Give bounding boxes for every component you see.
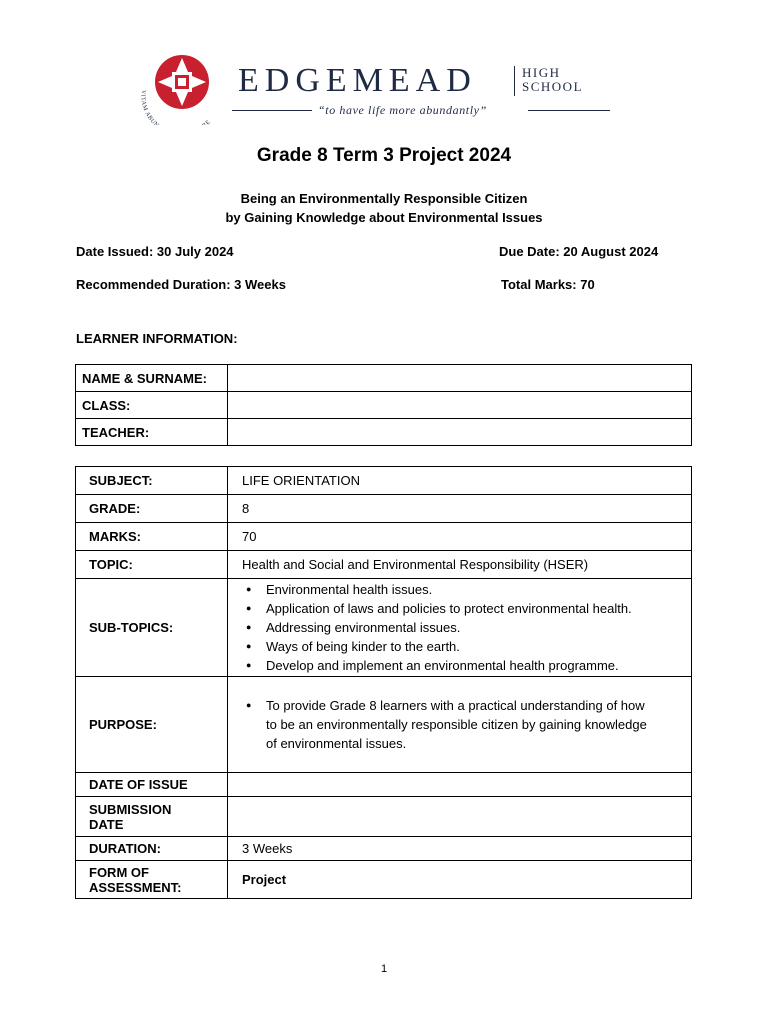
learner-info-heading: LEARNER INFORMATION:: [76, 331, 238, 346]
table-row: [76, 365, 692, 392]
document-title: Grade 8 Term 3 Project 2024: [256, 145, 512, 166]
school-name: EDGEMEAD: [238, 62, 477, 99]
subtopics-label: SUB-TOPICS:: [76, 579, 228, 677]
purpose-item: [266, 696, 691, 753]
learner-info-table: [75, 364, 692, 446]
table-row: [76, 579, 692, 677]
table-row: [76, 523, 692, 551]
list-item: ● Environmental health issues.: [266, 580, 691, 599]
table-row: [76, 797, 692, 837]
motto-rule-right: [528, 110, 610, 111]
name-label: NAME & SURNAME:: [76, 365, 228, 392]
table-row: [76, 773, 692, 797]
due-date: Due Date: 20 August 2024: [499, 244, 659, 259]
purpose-label: PURPOSE:: [76, 677, 228, 773]
date-of-issue-label: DATE OF ISSUE: [76, 773, 228, 797]
duration-label: DURATION:: [76, 837, 228, 861]
form-of-assessment-label: [76, 861, 228, 899]
table-row: [76, 677, 692, 773]
purpose-line: to be an environmentally responsible citizen by gaining knowledge: [266, 717, 647, 732]
subject-value: LIFE ORIENTATION: [228, 467, 692, 495]
page-number: 1: [380, 963, 388, 975]
marks-value: 70: [228, 523, 692, 551]
project-details-table: [75, 466, 692, 899]
list-item: ● Addressing environmental issues.: [266, 618, 691, 637]
purpose-line: ● To provide Grade 8 learners with a practical understanding of how: [266, 698, 645, 713]
teacher-label: TEACHER:: [76, 419, 228, 446]
purpose-line: of environmental issues.: [266, 736, 407, 751]
document-subtitle-line1: Being an Environmentally Responsible Citizen: [240, 191, 528, 206]
table-row: [76, 392, 692, 419]
name-field[interactable]: [228, 365, 692, 392]
list-item: ● Develop and implement an environmental health programme.: [266, 656, 691, 675]
document-subtitle-line2: by Gaining Knowledge about Environmental Issues: [225, 210, 543, 225]
table-row: [76, 467, 692, 495]
submission-date-field[interactable]: [228, 797, 692, 837]
submission-label-line2: DATE: [89, 816, 124, 832]
total-marks: Total Marks: 70: [501, 277, 595, 292]
motto-rule-left: [232, 110, 312, 111]
table-row: [76, 837, 692, 861]
class-field[interactable]: [228, 392, 692, 419]
teacher-field[interactable]: [228, 419, 692, 446]
form-label-line2: ASSESSMENT:: [89, 879, 182, 895]
form-label-line1: FORM OF: [89, 864, 149, 880]
class-label: CLASS:: [76, 392, 228, 419]
form-of-assessment-value: Project: [228, 861, 692, 899]
crest-motto-text: VITAM ABU E: [139, 89, 213, 125]
date-of-issue-field[interactable]: [228, 773, 692, 797]
subtopics-list: [236, 580, 691, 675]
table-row: [76, 861, 692, 899]
date-issued: Date Issued: 30 July 2024: [76, 244, 234, 259]
school-suffix-school: SCHOOL: [522, 79, 584, 94]
subtopics-cell: [228, 579, 692, 677]
purpose-cell: [228, 677, 692, 773]
submission-date-label: [76, 797, 228, 837]
submission-label-line1: SUBMISSION: [89, 801, 172, 817]
list-item: ● Ways of being kinder to the earth.: [266, 637, 691, 656]
purpose-list: [236, 696, 691, 753]
list-item: ● Application of laws and policies to protect environmental health.: [266, 599, 691, 618]
school-suffix-high: HIGH: [522, 65, 561, 80]
duration-value: 3 Weeks: [228, 837, 692, 861]
subject-label: SUBJECT:: [76, 467, 228, 495]
school-brand: [238, 62, 618, 122]
table-row: [76, 495, 692, 523]
table-row: [76, 551, 692, 579]
grade-label: GRADE:: [76, 495, 228, 523]
topic-value: Health and Social and Environmental Responsibility (HSER): [228, 551, 692, 579]
brand-divider: [514, 66, 515, 96]
table-row: [76, 419, 692, 446]
school-crest: [132, 50, 232, 125]
grade-value: 8: [228, 495, 692, 523]
topic-label: TOPIC:: [76, 551, 228, 579]
school-motto: “to have life more abundantly”: [318, 103, 487, 117]
marks-label: MARKS:: [76, 523, 228, 551]
recommended-duration: Recommended Duration: 3 Weeks: [76, 277, 286, 292]
